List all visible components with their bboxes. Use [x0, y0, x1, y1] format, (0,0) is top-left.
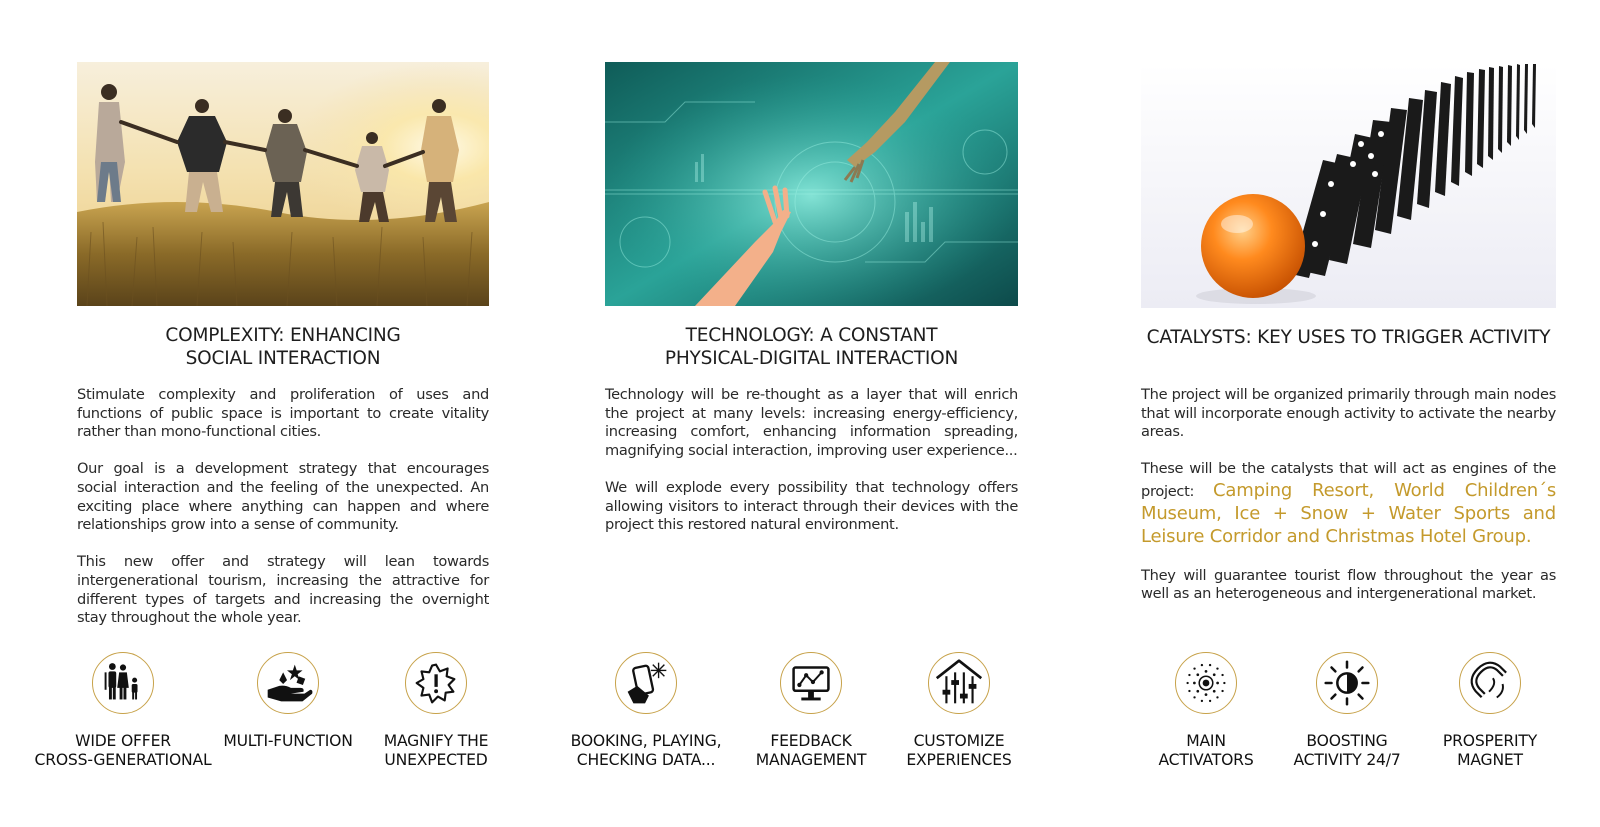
section-title [585, 324, 1038, 370]
paragraph: This new offer and strategy will lean towards intergenerational tourism, increasing the attractive for different types of targets and increasing the overnight stay throughout the whole year. [77, 553, 489, 627]
icon-label-prosperity: PROSPERITY MAGNET [1442, 732, 1538, 769]
magnet-icon [1459, 652, 1521, 714]
hand-stars-icon [257, 652, 319, 714]
paragraph: Our goal is a development strategy that encourages social interaction and the feeling of the unexpected. An exciting place where anything can happen and where relationships grow into a sense of community. [77, 460, 489, 534]
icon-label-boosting: BOOSTING ACTIVITY 24/7 [1293, 732, 1401, 769]
paragraph: We will explode every possibility that technology offers allowing visitors to interact through their devices with the project this restored natural environment. [605, 478, 1018, 534]
paragraph: The project will be organized primarily through main nodes that will incorporate enough activity to activate the nearby areas. [1141, 386, 1556, 441]
family-icon [92, 652, 154, 714]
section-body [77, 386, 489, 646]
family-field-photo [77, 62, 489, 306]
domino-ball-photo [1141, 64, 1556, 308]
title-line: SOCIAL INTERACTION [185, 348, 381, 369]
monitor-chart-icon [780, 652, 842, 714]
paragraph: Technology will be re-thought as a layer that will enrich the project at many levels: increasing energy-efficiency, increasing comfort, enhancing information spreading, magnifying social interaction, improving user experience... [605, 386, 1018, 459]
exclamation-burst-icon [405, 652, 467, 714]
icon-label-main-activators: MAIN ACTIVATORS [1158, 732, 1254, 769]
section-title [1121, 326, 1576, 349]
sun-moon-icon [1316, 652, 1378, 714]
icon-label-magnify: MAGNIFY THE UNEXPECTED [383, 732, 489, 769]
icon-label-customize: CUSTOMIZE EXPERIENCES [906, 732, 1012, 769]
icon-label-wide-offer: WIDE OFFER CROSS-GENERATIONAL [34, 732, 212, 769]
radial-dots-icon [1175, 652, 1237, 714]
icon-label-feedback: FEEDBACK MANAGEMENT [755, 732, 867, 769]
title-line: CATALYSTS: KEY USES TO TRIGGER ACTIVITY [1146, 327, 1551, 348]
paragraph: Stimulate complexity and proliferation of uses and functions of public space is important to create vitality rather than mono-functional cities. [77, 386, 489, 441]
icon-label-booking: BOOKING, PLAYING, CHECKING DATA... [570, 732, 722, 769]
catalyst-list-highlight: Camping Resort, World Children´s Museum, Ice + Snow + Water Sports and Leisure Corridor and Christmas Hotel Group. [1141, 479, 1556, 547]
title-line: PHYSICAL-DIGITAL INTERACTION [664, 348, 959, 369]
title-line: TECHNOLOGY: A CONSTANT [685, 325, 938, 346]
title-line: COMPLEXITY: ENHANCING [165, 325, 401, 346]
house-sliders-icon [928, 652, 990, 714]
paragraph: These will be the catalysts that will act as engines of the project: Camping Resort, World Children´s Museum, Ice + Snow + Water Sports and Leisure Corridor and Christmas Hotel Group. [1141, 460, 1556, 547]
section-body [1141, 386, 1556, 622]
digital-hands-photo [605, 62, 1018, 306]
section-title [57, 324, 509, 370]
phone-hand-icon [615, 652, 677, 714]
section-body [605, 386, 1018, 553]
paragraph: They will guarantee tourist flow throughout the year as well as an heterogeneous and intergenerational market. [1141, 566, 1556, 603]
icon-label-multi-function: MULTI-FUNCTION [223, 732, 353, 750]
